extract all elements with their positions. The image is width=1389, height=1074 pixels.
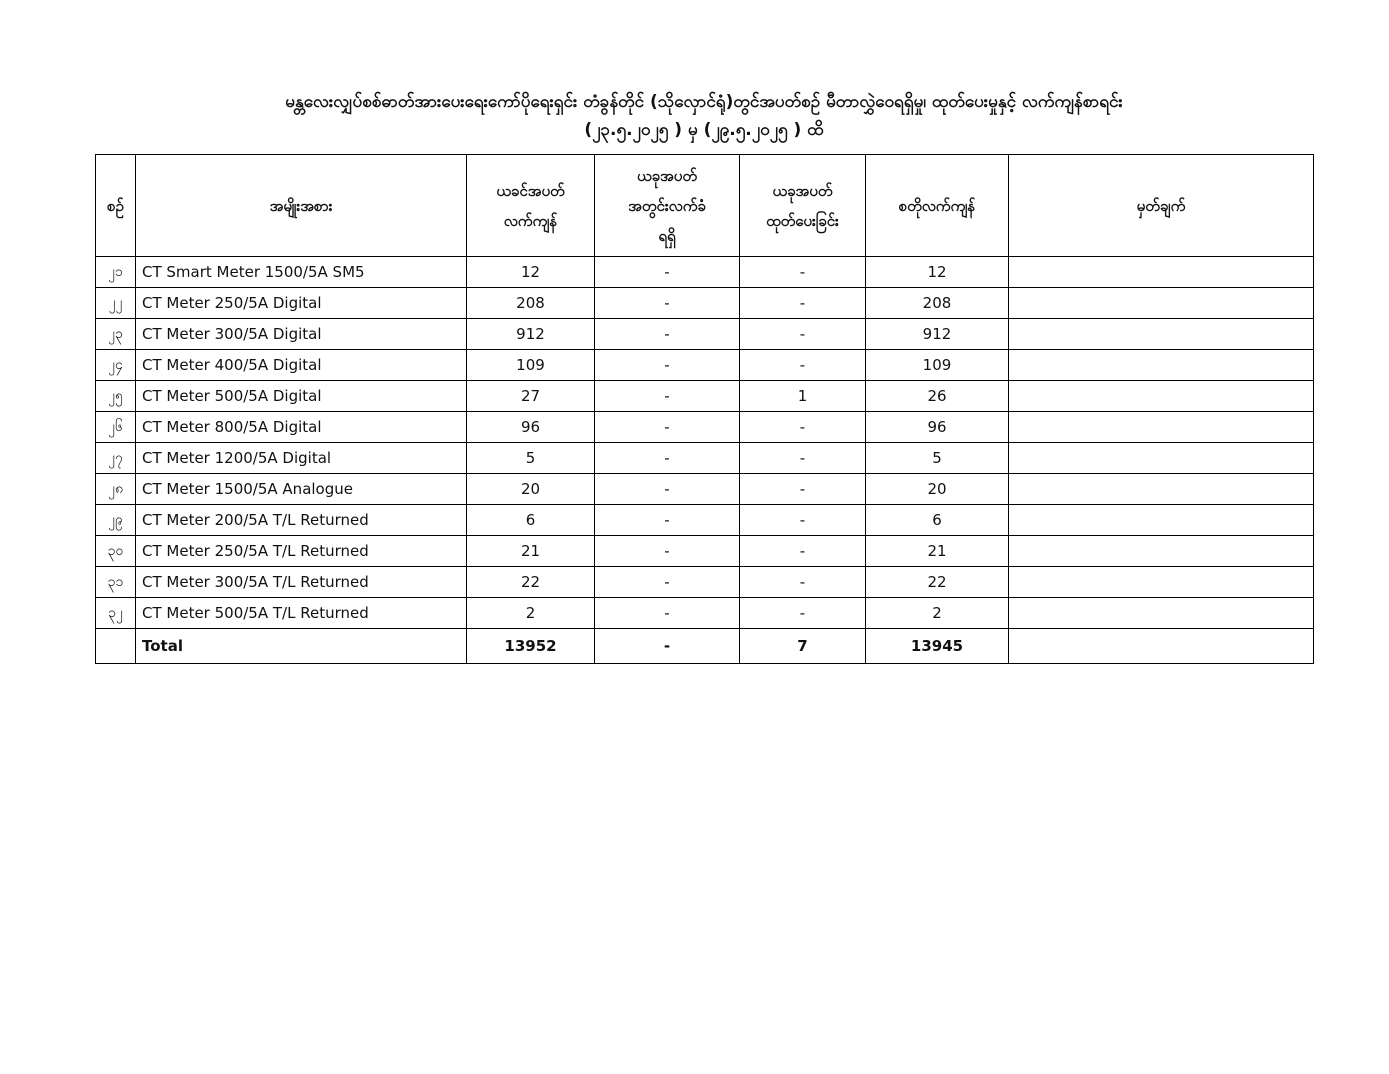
cell-balance: 109 <box>866 350 1009 381</box>
total-remarks <box>1009 629 1314 664</box>
cell-no: ၂၅ <box>96 381 136 412</box>
cell-received: - <box>595 257 740 288</box>
cell-no: ၃၂ <box>96 598 136 629</box>
cell-received: - <box>595 350 740 381</box>
table-row <box>96 598 1314 629</box>
cell-no: ၃၀ <box>96 536 136 567</box>
cell-no: ၂၉ <box>96 505 136 536</box>
table-row <box>96 536 1314 567</box>
cell-prev-balance: 22 <box>467 567 595 598</box>
report-title-main: မန္တလေးလျှပ်စစ်ဓာတ်အားပေးရေးကော်ပိုရေးရှင်း တံခွန်တိုင် (သိုလှောင်ရုံ)တွင်အပတ်စဉ် မီတာလွှဲဝေရရှိမှု၊ ထုတ်ပေးမှုနှင့် လက်ကျန်စာရင်း <box>285 92 1123 112</box>
cell-balance: 22 <box>866 567 1009 598</box>
cell-no: ၂၈ <box>96 474 136 505</box>
table-row <box>96 350 1314 381</box>
cell-issued: - <box>740 536 866 567</box>
cell-remarks <box>1009 567 1314 598</box>
cell-item: CT Meter 500/5A Digital <box>136 381 467 412</box>
cell-remarks <box>1009 505 1314 536</box>
cell-prev-balance: 5 <box>467 443 595 474</box>
cell-issued: - <box>740 257 866 288</box>
table-row <box>96 474 1314 505</box>
cell-received: - <box>595 474 740 505</box>
cell-no: ၂၁ <box>96 257 136 288</box>
cell-no: ၂၃ <box>96 319 136 350</box>
table-row <box>96 381 1314 412</box>
total-label: Total <box>136 629 467 664</box>
header-no: စဉ် <box>96 155 136 257</box>
header-issued: ယခုအပတ် ထုတ်ပေးခြင်း <box>740 155 866 257</box>
cell-remarks <box>1009 598 1314 629</box>
cell-remarks <box>1009 288 1314 319</box>
cell-balance: 6 <box>866 505 1009 536</box>
cell-balance: 96 <box>866 412 1009 443</box>
header-remarks: မှတ်ချက် <box>1009 155 1314 257</box>
header-balance: စတိုလက်ကျန် <box>866 155 1009 257</box>
cell-remarks <box>1009 443 1314 474</box>
cell-remarks <box>1009 412 1314 443</box>
cell-prev-balance: 21 <box>467 536 595 567</box>
total-row <box>96 629 1314 664</box>
table-row <box>96 257 1314 288</box>
cell-balance: 2 <box>866 598 1009 629</box>
table-row <box>96 443 1314 474</box>
cell-issued: - <box>740 319 866 350</box>
cell-balance: 26 <box>866 381 1009 412</box>
cell-received: - <box>595 505 740 536</box>
cell-item: CT Meter 300/5A Digital <box>136 319 467 350</box>
cell-issued: - <box>740 505 866 536</box>
cell-issued: - <box>740 288 866 319</box>
report-date-range: (၂၃.၅.၂၀၂၅ ) မှ (၂၉.၅.၂၀၂၅ ) ထိ <box>584 120 824 140</box>
cell-received: - <box>595 381 740 412</box>
cell-no: ၂၂ <box>96 288 136 319</box>
cell-remarks <box>1009 319 1314 350</box>
cell-no: ၃၁ <box>96 567 136 598</box>
cell-received: - <box>595 567 740 598</box>
cell-no-empty <box>96 629 136 664</box>
header-prev-balance: ယခင်အပတ် လက်ကျန် <box>467 155 595 257</box>
cell-balance: 20 <box>866 474 1009 505</box>
cell-prev-balance: 27 <box>467 381 595 412</box>
header-item: အမျိုးအစား <box>136 155 467 257</box>
cell-item: CT Meter 500/5A T/L Returned <box>136 598 467 629</box>
cell-item: CT Meter 400/5A Digital <box>136 350 467 381</box>
cell-prev-balance: 12 <box>467 257 595 288</box>
cell-prev-balance: 6 <box>467 505 595 536</box>
cell-issued: - <box>740 598 866 629</box>
total-balance: 13945 <box>866 629 1009 664</box>
cell-balance: 5 <box>866 443 1009 474</box>
cell-item: CT Meter 250/5A T/L Returned <box>136 536 467 567</box>
cell-balance: 208 <box>866 288 1009 319</box>
cell-remarks <box>1009 257 1314 288</box>
table-row <box>96 288 1314 319</box>
table-row <box>96 319 1314 350</box>
cell-issued: 1 <box>740 381 866 412</box>
table-header-row <box>96 155 1314 257</box>
cell-item: CT Meter 1200/5A Digital <box>136 443 467 474</box>
cell-remarks <box>1009 474 1314 505</box>
table-row <box>96 567 1314 598</box>
total-received: - <box>595 629 740 664</box>
cell-received: - <box>595 598 740 629</box>
cell-prev-balance: 208 <box>467 288 595 319</box>
cell-item: CT Meter 250/5A Digital <box>136 288 467 319</box>
cell-remarks <box>1009 381 1314 412</box>
cell-received: - <box>595 319 740 350</box>
cell-no: ၂၄ <box>96 350 136 381</box>
cell-balance: 912 <box>866 319 1009 350</box>
cell-balance: 21 <box>866 536 1009 567</box>
cell-received: - <box>595 288 740 319</box>
total-issued: 7 <box>740 629 866 664</box>
cell-remarks <box>1009 536 1314 567</box>
cell-item: CT Meter 1500/5A Analogue <box>136 474 467 505</box>
cell-received: - <box>595 536 740 567</box>
cell-issued: - <box>740 567 866 598</box>
cell-issued: - <box>740 412 866 443</box>
table-row <box>96 505 1314 536</box>
cell-prev-balance: 912 <box>467 319 595 350</box>
cell-issued: - <box>740 350 866 381</box>
cell-prev-balance: 20 <box>467 474 595 505</box>
cell-balance: 12 <box>866 257 1009 288</box>
cell-no: ၂၆ <box>96 412 136 443</box>
cell-prev-balance: 96 <box>467 412 595 443</box>
meter-stock-table <box>95 154 1314 664</box>
cell-prev-balance: 2 <box>467 598 595 629</box>
report-title <box>95 88 1313 144</box>
cell-received: - <box>595 412 740 443</box>
header-received: ယခုအပတ် အတွင်းလက်ခံ ရရှိ <box>595 155 740 257</box>
cell-item: CT Smart Meter 1500/5A SM5 <box>136 257 467 288</box>
cell-remarks <box>1009 350 1314 381</box>
cell-no: ၂၇ <box>96 443 136 474</box>
cell-item: CT Meter 800/5A Digital <box>136 412 467 443</box>
cell-issued: - <box>740 443 866 474</box>
cell-issued: - <box>740 474 866 505</box>
total-prev-balance: 13952 <box>467 629 595 664</box>
cell-item: CT Meter 200/5A T/L Returned <box>136 505 467 536</box>
cell-received: - <box>595 443 740 474</box>
table-row <box>96 412 1314 443</box>
cell-item: CT Meter 300/5A T/L Returned <box>136 567 467 598</box>
cell-prev-balance: 109 <box>467 350 595 381</box>
